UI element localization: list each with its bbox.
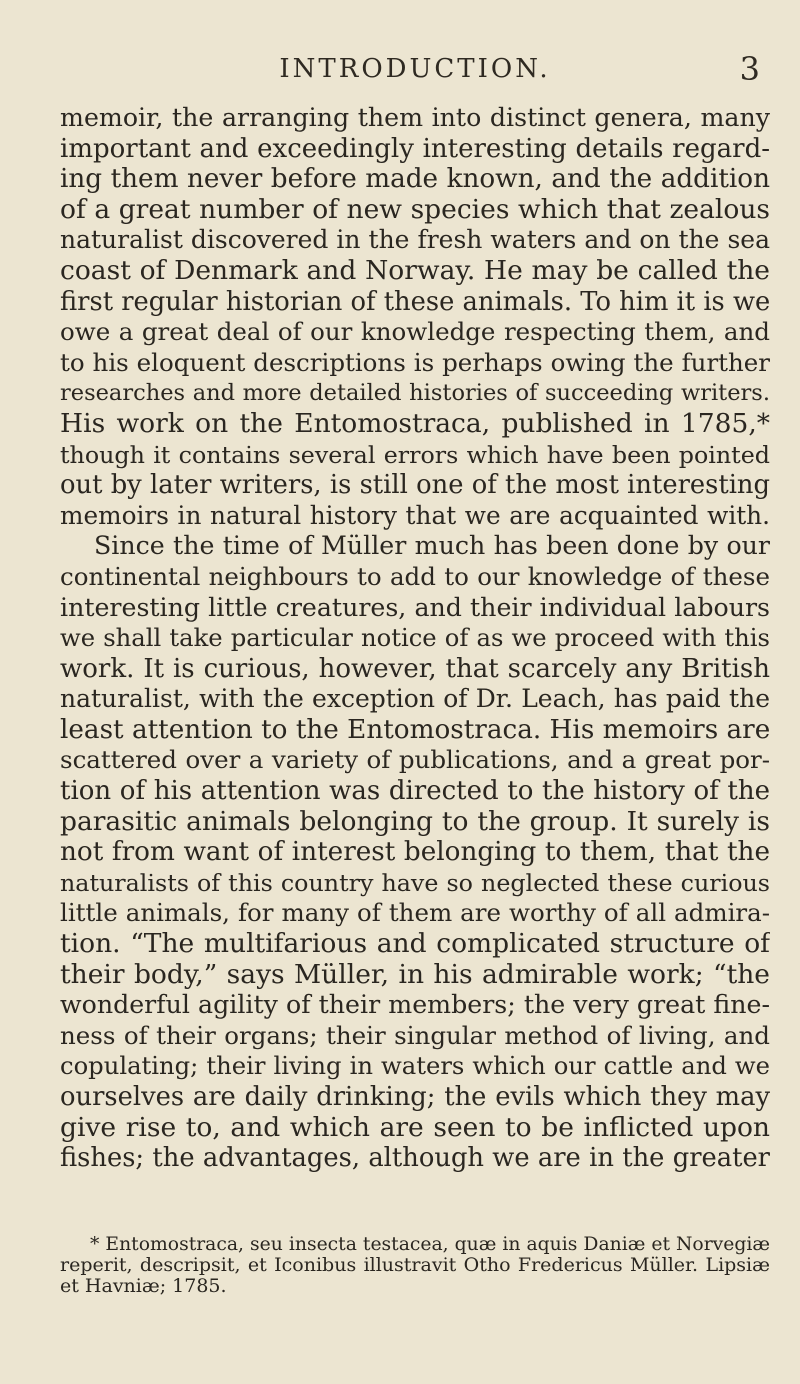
text-line: coast of Denmark and Norway. He may be called the [60, 255, 770, 286]
text-line: owe a great deal of our knowledge respecting them, and [60, 317, 770, 347]
text-line: to his eloquent descriptions is perhaps owing the further [60, 347, 770, 377]
text-line: work. It is curious, however, that scarcely any British [60, 653, 770, 684]
paragraph-start-line: Since the time of Müller much has been done by our [94, 531, 770, 561]
footnote-line: reperit, descripsit, et Iconibus illustravit Otho Fredericus Müller. Lipsiæ [60, 1255, 770, 1276]
page-number: 3 [739, 50, 760, 88]
text-line: memoirs in natural history that we are acquainted with. [60, 500, 770, 530]
text-line: we shall take particular notice of as we proceed with this [60, 623, 770, 653]
text-line: interesting little creatures, and their individual labours [60, 592, 770, 622]
text-line: least attention to the Entomostraca. His memoirs are [60, 714, 770, 745]
text-line: copulating; their living in waters which our cattle and we [60, 1051, 770, 1081]
body-text [60, 103, 770, 1174]
text-line: parasitic animals belonging to the group. It surely is [60, 806, 770, 837]
text-line: of a great number of new species which that zealous [60, 194, 770, 225]
text-line: scattered over a variety of publications, and a great por- [60, 745, 770, 775]
text-line: researches and more detailed histories of succeeding writers. [60, 380, 770, 407]
text-line: ourselves are daily drinking; the evils which they may [60, 1082, 770, 1112]
text-line: memoir, the arranging them into distinct genera, many [60, 103, 770, 132]
text-line: naturalist, with the exception of Dr. Leach, has paid the [60, 684, 770, 714]
text-line: fishes; the advantages, although we are in the greater [60, 1143, 770, 1174]
text-line: tion. “The multifarious and complicated structure of [60, 929, 770, 960]
text-line: continental neighbours to add to our knowledge of these [60, 561, 770, 591]
text-line: though it contains several errors which have been pointed [60, 440, 770, 469]
text-line: their body,” says Müller, in his admirable work; “the [60, 959, 770, 990]
text-line: naturalists of this country have so neglected these curious [60, 868, 770, 897]
text-line: little animals, for many of them are worthy of all admira- [60, 898, 770, 928]
text-line: first regular historian of these animals. To him it is we [60, 286, 770, 317]
text-line: His work on the Entomostraca, published in 1785,* [60, 408, 770, 439]
footnote-line: * Entomostraca, seu insecta testacea, quæ in aquis Daniæ et Norvegiæ [90, 1234, 770, 1255]
running-head [60, 50, 770, 90]
text-line: wonderful agility of their members; the very great fine- [60, 990, 770, 1020]
text-line: not from want of interest belonging to them, that the [60, 837, 770, 868]
text-line: naturalist discovered in the fresh waters and on the sea [60, 225, 770, 255]
text-line: ness of their organs; their singular method of living, and [60, 1020, 770, 1050]
text-line: important and exceedingly interesting details regard- [60, 133, 770, 164]
footnote-line: et Havniæ; 1785. [60, 1276, 227, 1297]
text-line: tion of his attention was directed to the history of the [60, 776, 770, 807]
text-line: ing them never before made known, and the addition [60, 164, 770, 195]
running-title: INTRODUCTION. [279, 54, 551, 84]
footnote [60, 1234, 770, 1297]
text-line: give rise to, and which are seen to be inflicted upon [60, 1112, 770, 1143]
text-line: out by later writers, is still one of the most interesting [60, 470, 770, 501]
